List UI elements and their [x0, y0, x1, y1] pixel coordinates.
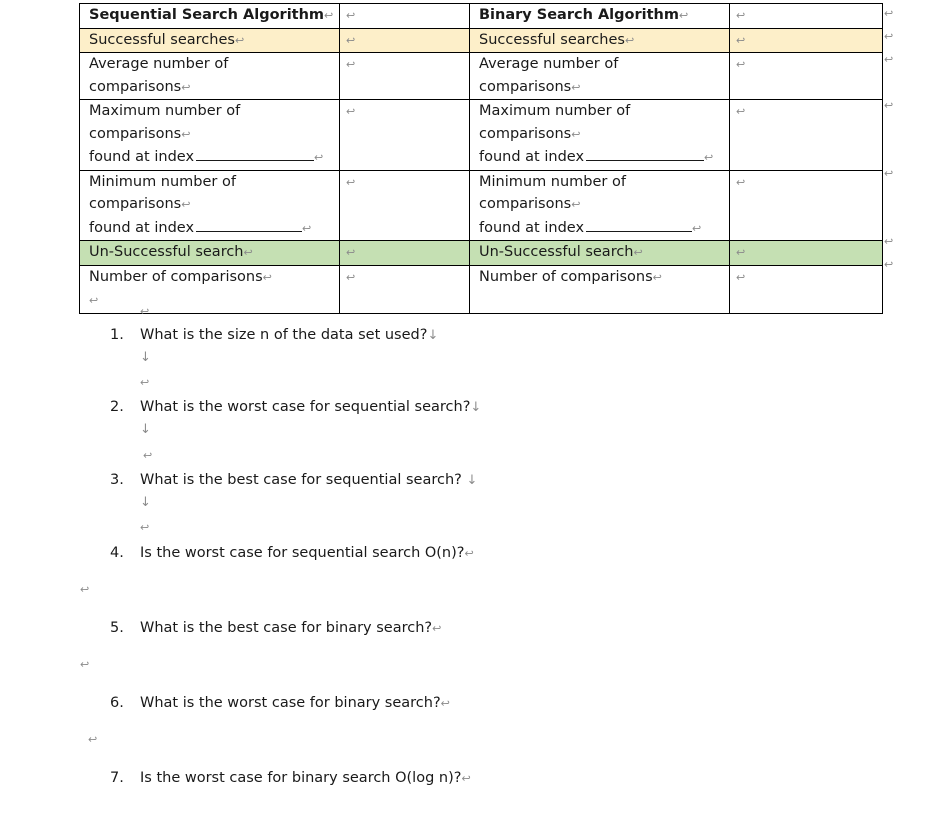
index-fill-blank[interactable] [196, 217, 302, 232]
binary-header-value-cell[interactable] [730, 4, 883, 29]
average-comparisons-row [80, 53, 883, 100]
binary-minimum-cell[interactable] [470, 170, 730, 241]
line-break-mark: ↓ [427, 328, 439, 343]
cell-end-mark: ↩ [324, 9, 334, 22]
row-end-mark: ↩ [884, 7, 894, 20]
maximum-index-label: found at index [479, 149, 585, 165]
cell-end-mark: ↩ [346, 175, 356, 189]
paragraph-mark: ↩ [140, 376, 150, 389]
binary-success-value-cell[interactable] [730, 28, 883, 53]
binary-success-cell[interactable] [470, 28, 730, 53]
binary-success-label: Successful searches [479, 31, 625, 48]
comparisons-label: Number of comparisons [89, 268, 263, 285]
maximum-comparisons-row [80, 100, 883, 171]
question-3 [110, 472, 477, 488]
paragraph-mark: ↩ [80, 583, 90, 596]
cell-end-mark: ↩ [736, 246, 746, 259]
question-1 [110, 327, 438, 343]
sequential-minimum-cell[interactable] [80, 170, 340, 241]
binary-fail-label: Un-Successful search [479, 244, 634, 260]
sequential-average-cell[interactable] [80, 53, 340, 100]
cell-end-mark: ↩ [314, 151, 324, 164]
question-6 [110, 695, 450, 711]
binary-maximum-cell[interactable] [470, 100, 730, 171]
average-label-line2: comparisons [89, 78, 182, 95]
line-break-mark: ↓ [140, 495, 151, 510]
line-break-mark: ↩ [571, 127, 581, 141]
sequential-fail-cell[interactable] [80, 241, 340, 266]
cell-end-mark: ↩ [346, 58, 356, 71]
sequential-minimum-value-cell[interactable] [340, 170, 470, 241]
question-text: Is the worst case for sequential search O(n)? [140, 545, 465, 561]
question-text: Is the worst case for binary search O(log n)? [140, 770, 462, 786]
question-number: 6. [110, 695, 124, 711]
table-header-row [80, 4, 883, 29]
sequential-success-cell[interactable] [80, 28, 340, 53]
cell-end-mark: ↩ [346, 105, 356, 118]
sequential-success-label: Successful searches [89, 31, 235, 48]
sequential-fail-label: Un-Successful search [89, 244, 244, 260]
binary-fail-cell[interactable] [470, 241, 730, 266]
sequential-header: Sequential Search Algorithm [89, 7, 325, 23]
row-end-mark: ↩ [884, 30, 894, 43]
average-label-line1: Average number of [479, 56, 619, 72]
cell-end-mark: ↩ [346, 270, 356, 284]
minimum-comparisons-row [80, 170, 883, 241]
cell-end-mark: ↩ [346, 33, 356, 47]
paragraph-mark: ↩ [464, 547, 474, 560]
binary-average-cell[interactable] [470, 53, 730, 100]
average-label-line2: comparisons [479, 78, 572, 95]
line-break-mark: ↩ [571, 198, 581, 211]
sequential-average-value-cell[interactable] [340, 53, 470, 100]
average-label-line1: Average number of [89, 56, 229, 72]
row-end-mark: ↩ [884, 53, 894, 66]
cell-end-mark: ↩ [234, 33, 245, 47]
cell-end-mark: ↩ [346, 246, 356, 259]
row-end-mark: ↩ [884, 235, 894, 248]
question-number: 2. [110, 399, 124, 415]
index-fill-blank[interactable] [586, 217, 692, 232]
line-break-mark: ↓ [140, 350, 151, 365]
index-fill-blank[interactable] [586, 146, 704, 161]
sequential-comparisons-value-cell[interactable] [340, 265, 470, 313]
binary-fail-value-cell[interactable] [730, 241, 883, 266]
question-text: What is the worst case for binary search? [140, 695, 441, 711]
question-text: What is the best case for sequential search? [140, 472, 467, 488]
cell-end-mark: ↩ [181, 80, 191, 94]
cell-end-mark: ↩ [692, 221, 702, 235]
paragraph-mark: ↩ [80, 658, 90, 671]
maximum-label-line2: comparisons [479, 125, 572, 142]
question-5 [110, 620, 441, 636]
cell-end-mark: ↩ [736, 270, 746, 284]
search-comparison-table [79, 3, 883, 314]
line-break-mark: ↓ [470, 400, 482, 415]
cell-end-mark: ↩ [704, 151, 714, 164]
maximum-label-line1: Maximum number of [89, 103, 241, 119]
cell-end-mark: ↩ [571, 80, 581, 94]
question-number: 7. [110, 770, 124, 786]
comparisons-label: Number of comparisons [479, 268, 653, 285]
paragraph-mark: ↩ [440, 697, 450, 710]
paragraph-mark: ↩ [88, 733, 98, 746]
cell-end-mark: ↩ [243, 246, 253, 259]
sequential-header-cell[interactable] [80, 4, 340, 29]
line-break-mark: ↩ [181, 198, 191, 211]
cell-end-mark: ↩ [736, 33, 746, 47]
cell-end-mark: ↩ [736, 9, 746, 22]
unsuccessful-search-row [80, 241, 883, 266]
successful-searches-row [80, 28, 883, 53]
binary-header: Binary Search Algorithm [479, 7, 679, 23]
sequential-header-value-cell[interactable] [340, 4, 470, 29]
sequential-maximum-value-cell[interactable] [340, 100, 470, 171]
paragraph-mark: ↩ [140, 521, 150, 534]
line-break-mark: ↩ [181, 127, 191, 141]
minimum-index-label: found at index [89, 219, 195, 236]
question-7 [110, 770, 471, 786]
minimum-label-line1: Minimum number of [89, 173, 236, 190]
cell-end-mark: ↩ [736, 105, 746, 118]
row-end-mark: ↩ [884, 258, 894, 271]
row-end-mark: ↩ [884, 167, 894, 180]
question-2 [110, 399, 481, 415]
cell-end-mark: ↩ [678, 9, 689, 22]
question-4 [110, 545, 474, 561]
index-fill-blank[interactable] [196, 146, 314, 161]
paragraph-mark: ↩ [140, 305, 150, 318]
question-number: 3. [110, 472, 124, 488]
question-text: What is the best case for binary search? [140, 620, 433, 636]
sequential-fail-value-cell[interactable] [340, 241, 470, 266]
paragraph-mark: ↩ [89, 294, 99, 307]
binary-minimum-value-cell[interactable] [730, 170, 883, 241]
line-break-mark: ↓ [140, 422, 151, 437]
line-break-mark: ↓ [466, 473, 478, 488]
maximum-index-label: found at index [89, 149, 195, 165]
binary-header-cell[interactable] [470, 4, 730, 29]
binary-average-value-cell[interactable] [730, 53, 883, 100]
minimum-index-label: found at index [479, 219, 585, 236]
number-of-comparisons-row [80, 265, 883, 313]
question-number: 5. [110, 620, 124, 636]
sequential-maximum-cell[interactable] [80, 100, 340, 171]
sequential-comparisons-cell[interactable] [80, 265, 340, 313]
question-number: 4. [110, 545, 124, 561]
cell-end-mark: ↩ [624, 33, 635, 47]
cell-end-mark: ↩ [262, 270, 272, 284]
paragraph-mark: ↩ [461, 772, 471, 785]
sequential-success-value-cell[interactable] [340, 28, 470, 53]
row-end-mark: ↩ [884, 99, 894, 112]
cell-end-mark: ↩ [346, 9, 356, 22]
question-text: What is the worst case for sequential search? [140, 399, 471, 415]
question-number: 1. [110, 327, 124, 343]
cell-end-mark: ↩ [736, 175, 746, 189]
binary-comparisons-value-cell[interactable] [730, 265, 883, 313]
binary-maximum-value-cell[interactable] [730, 100, 883, 171]
minimum-label-line2: comparisons [479, 196, 572, 212]
maximum-label-line1: Maximum number of [479, 103, 631, 119]
cell-end-mark: ↩ [633, 246, 643, 259]
minimum-label-line2: comparisons [89, 196, 182, 212]
cell-end-mark: ↩ [736, 58, 746, 71]
paragraph-mark: ↩ [143, 449, 153, 462]
cell-end-mark: ↩ [302, 221, 312, 235]
paragraph-mark: ↩ [432, 622, 442, 635]
maximum-label-line2: comparisons [89, 125, 182, 142]
cell-end-mark: ↩ [652, 270, 662, 284]
minimum-label-line1: Minimum number of [479, 173, 626, 190]
binary-comparisons-cell[interactable] [470, 265, 730, 313]
question-text: What is the size n of the data set used? [140, 327, 428, 343]
